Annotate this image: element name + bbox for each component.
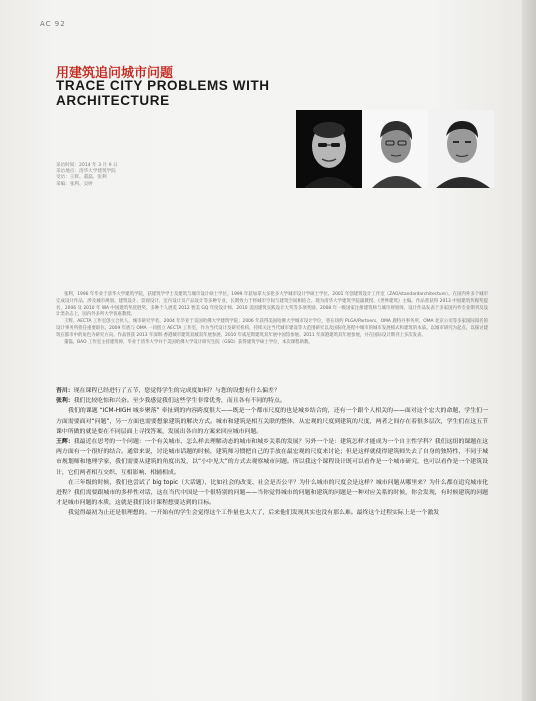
portrait-photo-1 xyxy=(296,110,362,188)
speaker-label: 吾川： xyxy=(56,388,74,394)
portrait-photo-3 xyxy=(428,110,494,188)
question-text: 现在课程已经进行了五节，您觉得学生的完成度如何？与您的设想有什么偏差？ xyxy=(73,388,280,394)
interview-meta xyxy=(56,163,118,188)
answer-1 xyxy=(56,396,488,406)
interview-dialogue xyxy=(56,386,488,519)
meta-line-interviewees: 受访：王辉、董磊、张利 xyxy=(56,175,107,181)
speaker-label: 张利： xyxy=(56,398,74,405)
meta-line-editors: 采编：张利、吴婷 xyxy=(56,181,93,187)
article-title-english: TRACE CITY PROBLEMS WITH ARCHITECTURE xyxy=(56,78,270,108)
article-title-chinese: 用建筑追问城市问题 xyxy=(56,66,174,81)
answer-paragraph: 在三年级的时候，我们也尝试了 big topic（大话题），比如社会的改变、社会是否公平？为什么城市的尺度会是这样？城市问题从哪里来？为什么都在追究城市化进程？我们需要跟城市的多样性对话，这在当代中国是一个很特别的问题——当你觉得城市的问题和建筑的问题是一种对应关系的时候，你会发现，有时候建筑的问题才是城市问题的本质，这就是我们设计课程想要达到的目标。 xyxy=(56,479,488,507)
bio-zhang-li: 张利，1996 年毕业于清华大学建筑学院，获建筑学学士及建筑与城市设计硕士学位。1999 年获加拿大多伦多大学城市设计学硕士学位。2001 年创建筑设计工作室（ZAO/standardarchitecture）。在国内外多个城市完成设计作品，涉及城市规划、建筑设计、景观设计、室内设计及产品设计等多种专业，长期致力于将城市空间与建筑空间相结合。现为清华大学建筑学院副教授、《世界建筑》主编。作品曾获得 2013 中国建筑传媒奖提名、2006 及 2010 年 WA 中国建筑奖优胜奖、多种个人展览 2012 智美 GQ 年度设计师、2010 美国建筑实践设计大奖等多项奖励。2008 年一级国家注册建筑师与城市规划师，设计作品发表于多家国内外专业期刊及设计类杂志上，国内外多所大学客座教授。 xyxy=(56,292,488,318)
meta-line-place: 采访地点：清华大学建筑学院 xyxy=(56,169,116,175)
page-number: AC 92 xyxy=(40,20,66,28)
bio-wang-hui: 王辉，AECTA 工作室创立合伙人、城市研究学者。2004 年毕业于美国哈佛大学建筑学院；2006 年获得美国哈佛大学城市设计学位，曾在纽约 PLGA/Partners、OMA 鹿特丹事务所、OMA 北京公司等多家国际知名的设计事务所担任重要职位。2009 年底与 OMA 一同创立 AECTA 工作室，作为当代设计及研究机构，持续关注当代城市建设等大范围研究以及国际化进程中城市的城市发展模式和建筑的本质。以城市研究为起点，以探讨建筑在都市中的角色为研究方向。作品曾获 2013 年深圳·香港城市建筑双城双年展参展、2010 年威尼斯建筑双年展中国馆参展、2011 年深港建筑双年展参展，并在国际设计期刊上多次发表。 xyxy=(56,319,488,338)
speaker-label: 王辉： xyxy=(56,439,74,446)
question-1 xyxy=(56,386,488,396)
bio-dong-lei: 董磊，BAO 工作室主持建筑师，毕业于清华大学并于美国哈佛大学设计研究生院（GSD）获得建筑学硕士学位，本次课程助教。 xyxy=(64,339,313,345)
answer-text: 我们比较吃惊和兴奋。至少我感觉我们这些学生非常优秀，而且各有不同的特点。 xyxy=(73,398,286,405)
portrait-photos xyxy=(296,110,496,188)
answer-2 xyxy=(56,437,488,478)
answer-text: 我最近在思考的一个问题：一个有关城市、怎么样去理解动态的城市和城乡关系的发展？另外一个是：建筑怎样才能成为一个自主性学科？我们这组的课题在这两方面有一个很好的结合。通常来说，讨论城市话题的时候，建筑师习惯把自己的手放在最宏观的尺度来讨论；但是这样就使得建筑师失去了自身的独特性，不同于城市规划师和地理学家，我们需要从建筑的角度出发，以“小中见大”的方式去观察城市问题。所以我这个课程设计既可以看作是一个城市研究，也可以看作是一个建筑设计，它们两者相互交织、互相影响、相辅相成。 xyxy=(56,439,489,476)
page-spine xyxy=(522,0,536,701)
answer-paragraph: 我觉得最初为止还是很理想的。一开始有的学生会觉得这个工作量也太大了，后来他们发现其实也没有那么难。最终这个过程实际上是一个激发 xyxy=(68,510,440,517)
answer-paragraph: 我们的课题 “ICM-HIGH 城乡聚落” 牵扯到的内容跨度很大——既是一个都市尺度的也是城乡结合的，还有一个跟个人相关的——面对这个宏大的命题，学生们一方面需要面对“问题”，另一方面也需要想象建筑的解决方式。城市和建筑是相互关联的整体，从宏观的尺度到建筑的尺度，两者之间存在着很多层次，学生们在这五节课中所做的就是要在不同层面上寻找答案，发展出各自的方案来回应城市问题。 xyxy=(56,408,488,435)
portrait-photo-2 xyxy=(362,110,428,188)
meta-line-time: 采访时间：2014 年 3 月 9 日 xyxy=(56,163,118,168)
author-bios xyxy=(56,292,488,346)
